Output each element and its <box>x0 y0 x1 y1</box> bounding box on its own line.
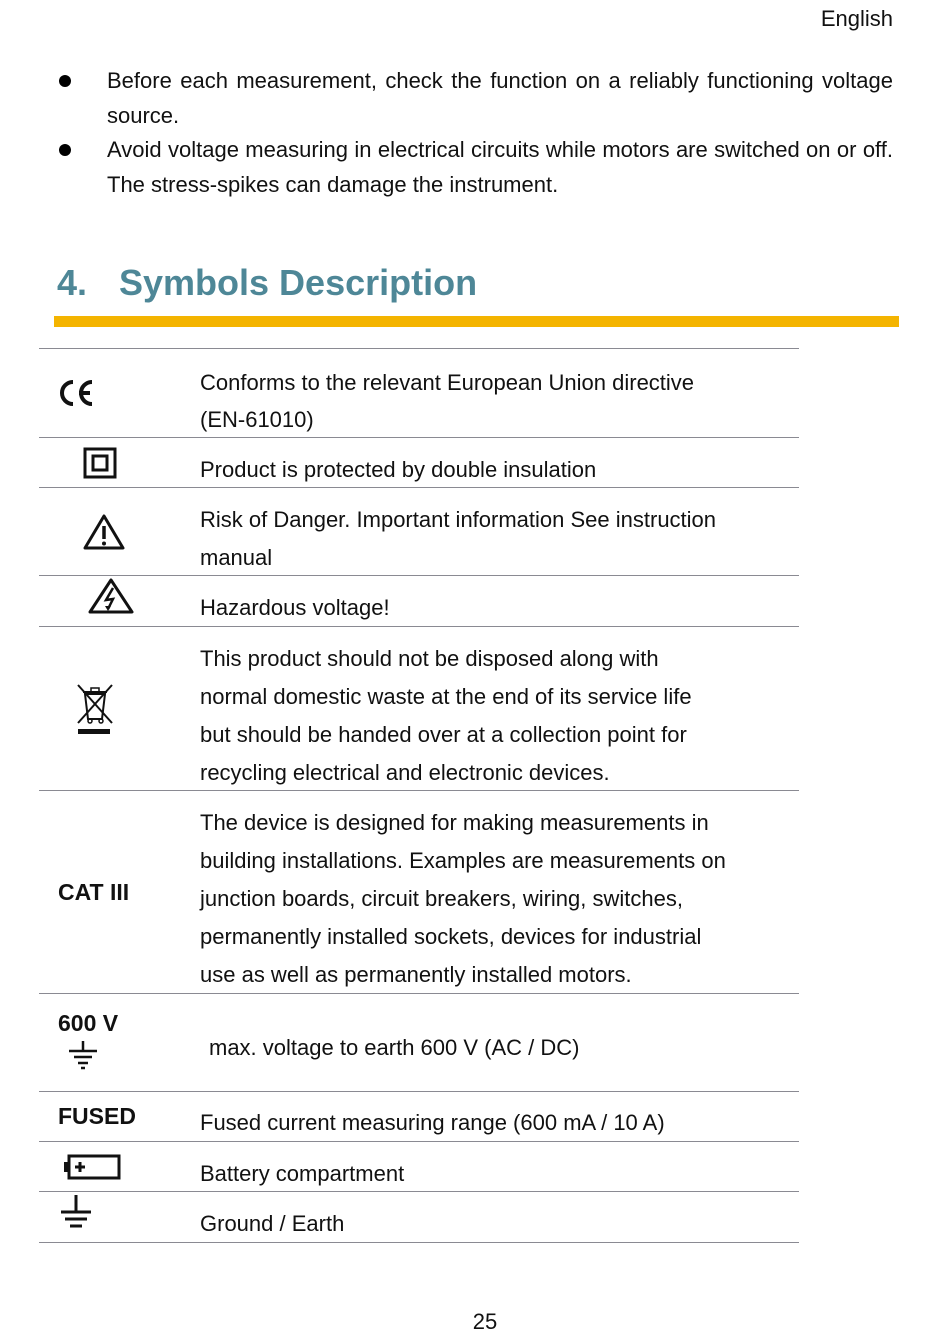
earth-voltage-icon <box>66 1039 100 1071</box>
table-row <box>39 349 799 438</box>
bullet-icon <box>59 144 71 156</box>
ce-mark-icon <box>58 378 96 408</box>
symbol-description: Risk of Danger. Important information See instruction manual <box>200 507 717 570</box>
battery-icon <box>63 1153 121 1181</box>
symbol-description: Ground / Earth <box>200 1211 345 1236</box>
table-row <box>39 994 799 1092</box>
heading-underline <box>54 316 899 327</box>
table-row <box>39 438 799 488</box>
warning-triangle-icon <box>83 514 125 550</box>
weee-crossed-bin-icon <box>75 681 115 737</box>
list-item: Avoid voltage measuring in electrical circuits while motors are switched on or off. The stress-spikes can damage the instrument. <box>55 133 893 202</box>
double-insulation-icon <box>83 447 117 479</box>
language-label: English <box>820 6 893 31</box>
voltage-label: 600 V <box>58 1010 119 1036</box>
symbol-description: This product should not be disposed along with normal domestic waste at the end of its service life but should be handed over at a collection point for recycling electrical and electronic devices. <box>200 646 692 785</box>
symbol-description: Conforms to the relevant European Union directive (EN-61010) <box>200 370 695 432</box>
symbol-description: Battery compartment <box>200 1161 405 1186</box>
symbol-description: The device is designed for making measurements in building installations. Examples are measurements on junction boards, circuit breakers, wiring, switches, permanently installed sockets, devices for industrial use as well as permanently installed motors. <box>200 810 726 987</box>
table-row <box>39 488 799 576</box>
symbol-description: Hazardous voltage! <box>200 595 390 620</box>
category-label: CAT III <box>58 878 130 905</box>
section-heading: 4. Symbols Description <box>57 262 478 303</box>
bullet-icon <box>59 75 71 87</box>
page-number: 25 <box>472 1309 498 1334</box>
table-row <box>39 1192 799 1243</box>
table-row <box>39 627 799 791</box>
intro-bullet-list <box>55 64 893 202</box>
table-row <box>39 1142 799 1192</box>
ground-icon <box>59 1194 93 1230</box>
table-row <box>39 1092 799 1142</box>
fused-label: FUSED <box>58 1103 136 1129</box>
symbol-description: max. voltage to earth 600 V (AC / DC) <box>209 1035 580 1060</box>
table-row <box>39 576 799 627</box>
list-item: Before each measurement, check the function on a reliably functioning voltage source. <box>55 64 893 133</box>
hazardous-voltage-icon <box>88 578 134 614</box>
table-row <box>39 791 799 994</box>
symbol-description: Fused current measuring range (600 mA / 10 A) <box>200 1110 665 1135</box>
symbol-description: Product is protected by double insulation <box>200 457 597 482</box>
symbols-table <box>39 348 799 1243</box>
